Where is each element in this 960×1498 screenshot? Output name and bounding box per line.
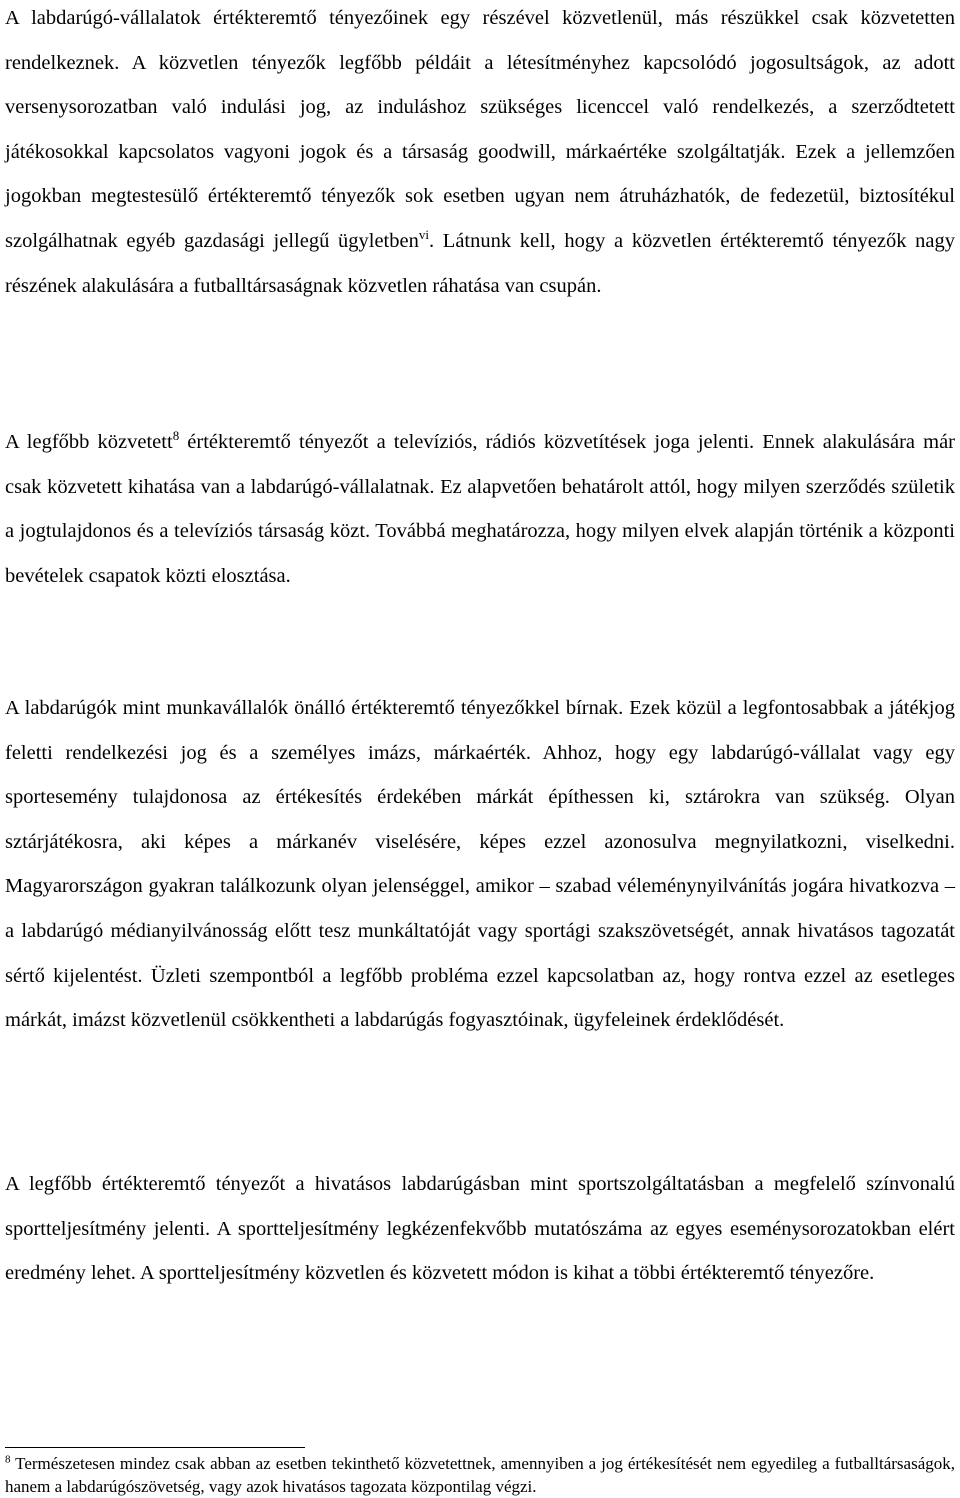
paragraph-3 bbox=[5, 686, 955, 1043]
footnote-marker-8: 8 bbox=[172, 428, 180, 444]
paragraph-4-text: A legfőbb értékteremtő tényezőt a hivatásos labdarúgásban mint sportszolgáltatásban a megfelelő színvonalú sportteljesítmény jelenti. A sportteljesítmény legkézenfekvőbb mutatószáma az egyes eseménysorozatokban elért eredmény lehet. A sportteljesítmény közvetlen és közvetett módon is kihat a többi értékteremtő tényezőre. bbox=[5, 1173, 955, 1285]
footnote-text: Természetesen mindez csak abban az esetben tekinthető közvetettnek, amennyiben a jog értékesítését nem egyedileg a futballtársaságok, hanem a labdarúgószövetség, vagy azok hivatásos tagozata központilag végzi. bbox=[5, 1454, 955, 1496]
paragraph-1-text-b: . Látnunk kell, hogy a közvetlen értékteremtő tényezők nagy részének alakulására a futballtársaságnak közvetlen ráhatása van csupán. bbox=[5, 229, 955, 297]
footnote-number: 8 bbox=[5, 1453, 11, 1466]
paragraph-2 bbox=[5, 420, 955, 598]
paragraph-2-text-b: értékteremtő tényezőt a televíziós, rádiós közvetítések joga jelenti. Ennek alakulására már csak közvetett kihatása van a labdarúgó-vállalatnak. Ez alapvetően behatárolt attól, hogy milyen szerződés születik a jogtulajdonos és a televíziós társaság közt. Továbbá meghatározza, hogy milyen elvek alapján történik a központi bevételek csapatok közti elosztása. bbox=[5, 431, 955, 587]
footnote-separator bbox=[5, 1447, 305, 1448]
paragraph-4 bbox=[5, 1162, 955, 1296]
footnote bbox=[5, 1452, 955, 1498]
paragraph-2-text-a: A legfőbb közvetett bbox=[5, 431, 173, 453]
endnote-marker-vi: vi bbox=[418, 227, 429, 243]
paragraph-3-text: A labdarúgók mint munkavállalók önálló értékteremtő tényezőkkel bírnak. Ezek közül a legfontosabbak a játékjog feletti rendelkezési jog és a személyes imázs, márkaérték. Ahhoz, hogy egy labdarúgó-vállalat vagy egy sportesemény tulajdonosa az értékesítés érdekében márkát építhessen ki, sztárokra van szükség. Olyan sztárjátékosra, aki képes a márkanév viselésére, képes ezzel azonosulva megnyilatkozni, viselkedni. Magyarországon gyakran találkozunk olyan jelenséggel, amikor – szabad véleménynyilvánítás jogára hivatkozva – a labdarúgó médianyilvánosság előtt tesz munkáltatóját vagy sportági szakszövetségét, annak hivatásos tagozatát sértő kijelentést. Üzleti szempontból a legfőbb probléma ezzel kapcsolatban az, hogy rontva ezzel az esetleges márkát, imázst közvetlenül csökkentheti a labdarúgás fogyasztóinak, ügyfeleinek érdeklődését. bbox=[5, 697, 955, 1032]
paragraph-1-text-a: A labdarúgó-vállalatok értékteremtő tényezőinek egy részével közvetlenül, más részükkel csak közvetetten rendelkeznek. A közvetlen tényezők legfőbb példáit a létesítményhez kapcsolódó jogosultságok, az adott versenysorozatban való indulási jog, az induláshoz szükséges licenccel való rendelkezés, a szerződtetett játékosokkal kapcsolatos vagyoni jogok és a társaság goodwill, márkaértéke szolgáltatják. Ezek a jellemzően jogokban megtestesülő értékteremtő tényezők sok esetben ugyan nem átruházhatók, de fedezetül, biztosítékul szolgálhatnak egyéb gazdasági jellegű ügyletben bbox=[5, 7, 955, 252]
paragraph-1 bbox=[5, 0, 955, 308]
